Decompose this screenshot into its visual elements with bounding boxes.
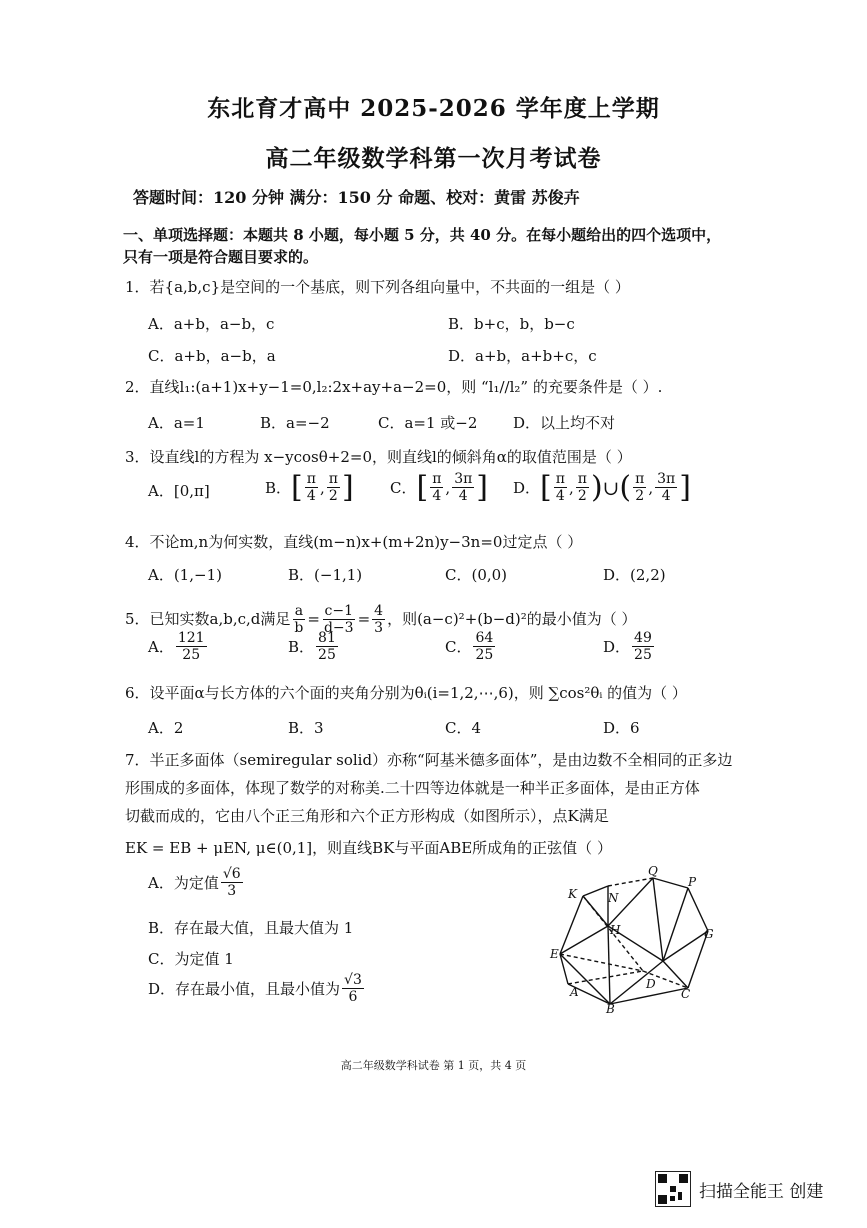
q6-option-a: A．2: [148, 719, 184, 737]
q6-option-b: B．3: [288, 719, 324, 737]
q7-line3: 切截而成的，它由八个正三角形和六个正方形构成（如图所示），点K满足: [125, 807, 609, 825]
q3-option-d: D． [ $\frac{\pi}{4}$ , $\frac{\pi}{2}$ ) ∪ ( $\frac{\pi}{2}$ , $\frac{3\pi}{4}$ ]: [513, 470, 691, 505]
edge: [560, 926, 608, 954]
q2-option-a: A．a=1: [148, 414, 205, 432]
q5-frac1-num: a: [294, 602, 304, 619]
q5-b-label: B．: [288, 638, 315, 656]
q7-option-c: C．为定值 1: [148, 950, 234, 968]
q5-frac2-den: d−3: [323, 619, 354, 636]
q5-c-den: 25: [475, 647, 494, 663]
label-p: P: [688, 875, 697, 889]
section-heading: 一、单项选择题：本题共 8 小题，每小题 5 分，共 40 分。在每小题给出的四个选项中，: [123, 226, 722, 244]
q5-eq1: =: [307, 610, 320, 628]
q7-a-text: A．为定值: [148, 874, 219, 892]
label-n: N: [608, 891, 619, 905]
q5-option-b: [288, 630, 340, 663]
edge: [583, 896, 608, 926]
q3-c-left-num: π: [432, 471, 442, 487]
q3-stem: 3．设直线l的方程为 x−ycosθ+2=0，则直线l的倾斜角α的取值范围是（ ）: [125, 448, 632, 466]
q5-a-label: A．: [148, 638, 174, 656]
q7-line1: 7．半正多面体（semiregular solid）亦称“阿基米德多面体”，是由边数不全相同的正多边: [125, 751, 733, 769]
q5-b-num: 81: [318, 630, 336, 646]
q5-eq2: =: [357, 610, 371, 628]
label-a: A: [570, 985, 579, 999]
q5-d-den: 25: [634, 647, 652, 663]
section-heading-cont: 只有一项是符合题目要求的。: [123, 248, 319, 266]
label-k: K: [568, 887, 577, 901]
q1-option-c: C．a+b，a−b，a: [148, 347, 276, 365]
q7-option-a: [148, 866, 245, 899]
q3-b-right-num: π: [328, 471, 338, 487]
q5-d-label: D．: [603, 638, 631, 656]
q3-c-left-den: 4: [432, 488, 442, 504]
q1-option-a: A．a+b，a−b，c: [148, 315, 275, 333]
q4-option-c: C．(0,0): [445, 566, 508, 584]
exam-info: 答题时间：120 分钟 满分：150 分 命题、校对：黄雷 苏俊卉: [133, 188, 580, 207]
label-c: C: [681, 987, 691, 1001]
polyhedron-figure: [548, 866, 728, 1016]
q3-d-b-den: 2: [577, 488, 587, 504]
page-footer: 高二年级数学科试卷 第 1 页，共 4 页: [340, 1059, 527, 1072]
q5-frac3-num: 4: [374, 602, 384, 619]
q3-option-d-label: D．: [513, 479, 541, 497]
q3-c-right-num: 3π: [454, 471, 473, 487]
q3-option-a: [148, 480, 210, 501]
q6-option-c: C．4: [445, 719, 482, 737]
q5-option-c: [445, 630, 497, 663]
q5-stem-start: 5．已知实数a,b,c,d满足: [125, 610, 291, 628]
q5-c-label: C．: [445, 638, 472, 656]
edge: [653, 878, 688, 888]
q7-d-num: √3: [344, 972, 362, 988]
q3-d-d-num: 3π: [657, 471, 676, 487]
q5-frac1-den: b: [294, 619, 304, 636]
q3-option-c: C． [ $\frac{\pi}{4}$ , $\frac{3\pi}{4}$ ]: [390, 470, 489, 505]
q5-a-num: 121: [177, 630, 205, 646]
q5-option-a: [148, 630, 209, 663]
q1-stem: 1．若{a,b,c}是空间的一个基底，则下列各组向量中，不共面的一组是（ ）: [125, 278, 630, 296]
q7-a-num: √6: [222, 866, 241, 882]
q3-b-right-den: 2: [328, 488, 338, 504]
edge: [583, 886, 608, 896]
q3-b-left-num: π: [306, 471, 316, 487]
q2-option-b: B．a=−2: [260, 414, 330, 432]
q2-option-c: C．a=1 或−2: [378, 414, 478, 432]
q4-stem: 4．不论m,n为何实数，直线(m−n)x+(m+2n)y−3n=0过定点（ ）: [125, 533, 583, 551]
watermark-text: 扫描全能王 创建: [699, 1181, 824, 1202]
q5-c-num: 64: [475, 630, 494, 646]
edge: [663, 931, 708, 961]
q5-option-d: [603, 630, 656, 663]
edge: [663, 961, 688, 988]
q3-option-b-label: B．: [265, 479, 292, 497]
edge: [608, 926, 610, 1004]
label-e: E: [550, 947, 559, 961]
q1-option-b: B．b+c，b，b−c: [448, 315, 575, 333]
edge: [560, 954, 643, 971]
q6-option-d: D．6: [603, 719, 640, 737]
q3-d-d-den: 4: [661, 488, 671, 504]
q4-option-b: B．(−1,1): [288, 566, 363, 584]
q1-option-d: D．a+b，a+b+c，c: [448, 347, 597, 365]
q3-d-b-num: π: [577, 471, 587, 487]
q3-option-a-label: A．: [148, 482, 174, 500]
q7-d-den: 6: [348, 989, 358, 1005]
q7-option-b: B．存在最大值，且最大值为 1: [148, 919, 354, 937]
label-b: B: [606, 1002, 615, 1016]
edge: [663, 888, 688, 961]
q5-b-den: 25: [318, 647, 336, 663]
edge: [560, 954, 610, 1004]
q3-d-a-num: π: [555, 471, 565, 487]
label-g: G: [704, 927, 714, 941]
q7-line4: EK = EB + μEN, μ∈(0,1]，则直线BK与平面ABE所成角的正弦值（ ）: [125, 839, 612, 857]
q4-option-d: D．(2,2): [603, 566, 666, 584]
q3-option-b: B． [ $\frac{\pi}{4}$ , $\frac{\pi}{2}$ ]: [265, 470, 354, 505]
q7-d-text: D．存在最小值，且最小值为: [148, 980, 341, 998]
exam-title-school: 东北育才高中 2025-2026 学年度上学期: [207, 95, 660, 122]
q2-option-d: D．以上均不对: [513, 414, 616, 432]
q3-b-left-den: 4: [306, 488, 316, 504]
exam-title-subject: 高二年级数学科第一次月考试卷: [265, 145, 602, 172]
q5-stem-end: ，则(a−c)²+(b−d)²的最小值为（ ）: [387, 610, 637, 628]
q7-a-den: 3: [227, 883, 237, 899]
q3-option-a-value: [0,π]: [173, 481, 210, 500]
q3-option-c-label: C．: [390, 479, 417, 497]
scanner-watermark: [655, 1171, 823, 1207]
q7-option-d: [148, 972, 366, 1005]
label-h: H: [610, 923, 621, 937]
q5-a-den: 25: [182, 647, 201, 663]
q3-d-c-den: 2: [635, 488, 645, 504]
q5-d-num: 49: [634, 630, 652, 646]
qr-code-icon: [655, 1171, 691, 1207]
q5-frac3-den: 3: [374, 619, 384, 636]
q6-stem: 6．设平面α与长方体的六个面的夹角分别为θᵢ(i=1,2,⋯,6)，则 ∑cos²θᵢ 的值为（ ）: [125, 684, 687, 702]
edge: [560, 896, 583, 954]
label-d: D: [646, 977, 656, 991]
q3-c-right-den: 4: [458, 488, 468, 504]
q5-frac2-num: c−1: [324, 602, 353, 619]
label-q: Q: [648, 866, 658, 878]
q3-d-c-num: π: [635, 471, 645, 487]
q4-option-a: A．(1,−1): [148, 566, 222, 584]
edge: [653, 878, 663, 961]
q2-stem: 2．直线l₁:(a+1)x+y−1=0,l₂:2x+ay+a−2=0，则 “l₁//l₂” 的充要条件是（ ）.: [125, 378, 663, 396]
q3-d-a-den: 4: [555, 488, 565, 504]
edge: [688, 888, 708, 931]
q7-line2: 形围成的多面体，体现了数学的对称美.二十四等边体就是一种半正多面体，是由正方体: [125, 779, 700, 797]
